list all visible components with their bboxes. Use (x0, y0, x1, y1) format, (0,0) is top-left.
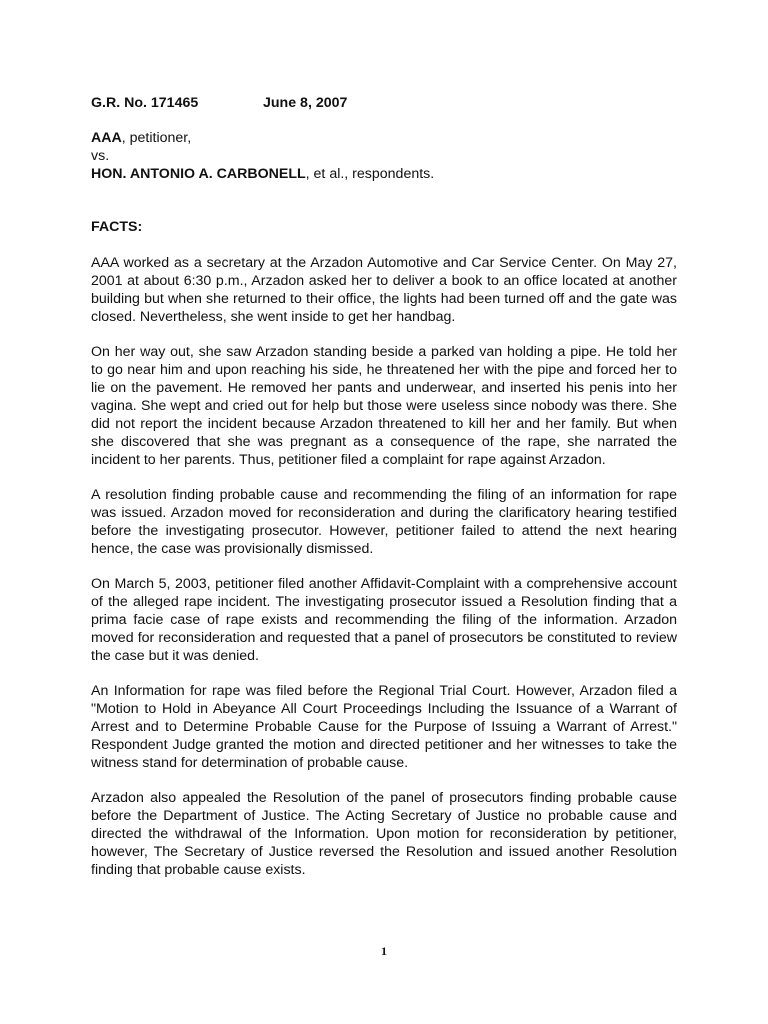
paragraph: An Information for rape was filed before the Regional Trial Court. However, Arzadon filed a "Motion to Hold in Abeyance All Court Proceedings Including the Issuance of a Warrant of Arrest and to Determine Probable Cause for the Purpose of Issuing a Warrant of Arrest." Respondent Judge granted the motion and directed petitioner and her witnesses to take the witness stand for determination of probable cause. (91, 683, 677, 771)
paragraph: Arzadon also appealed the Resolution of the panel of prosecutors finding probable cause before the Department of Justice. The Acting Secretary of Justice no probable cause and directed the withdrawal of the Information. Upon motion for reconsideration by petitioner, however, The Secretary of Justice reversed the Resolution and issued another Resolution finding that probable cause exists. (91, 790, 677, 878)
page-number: 1 (381, 944, 387, 958)
versus-line: vs. (91, 148, 110, 164)
petitioner-line (91, 129, 434, 147)
paragraph: AAA worked as a secretary at the Arzadon Automotive and Car Service Center. On May 27, 2001 at about 6:30 p.m., Arzadon asked her to deliver a book to an office located at another building but when she returned to their office, the lights had been turned off and the gate was closed. Nevertheless, she went inside to get her handbag. (91, 255, 677, 325)
case-number: G.R. No. 171465 (91, 95, 199, 111)
respondent-role: , et al., respondents. (305, 166, 435, 182)
paragraph: A resolution finding probable cause and recommending the filing of an information for rape was issued. Arzadon moved for reconsideration and during the clarificatory hearing testified before the investigating prosecutor. However, petitioner failed to attend the next hearing hence, the case was provisionally dismissed. (91, 487, 677, 557)
paragraph: On her way out, she saw Arzadon standing beside a parked van holding a pipe. He told her to go near him and upon reaching his side, he threatened her with the pipe and forced her to lie on the pavement. He removed her pants and underwear, and inserted his penis into her vagina. She wept and cried out for help but those were useless since nobody was there. She did not report the incident because Arzadon threatened to kill her and her family. But when she discovered that she was pregnant as a consequence of the rape, she narrated the incident to her parents. Thus, petitioner filed a complaint for rape against Arzadon. (91, 344, 677, 468)
case-date: June 8, 2007 (263, 95, 348, 111)
paragraph: On March 5, 2003, petitioner filed another Affidavit-Complaint with a comprehensive account of the alleged rape incident. The investigating prosecutor issued a Resolution finding that a prima facie case of rape exists and recommending the filing of the information. Arzadon moved for reconsideration and requested that a panel of prosecutors be constituted to review the case but it was denied. (91, 576, 677, 664)
case-parties (91, 129, 434, 183)
respondent-line (91, 165, 434, 183)
petitioner-role: , petitioner, (121, 130, 192, 146)
petitioner-name: AAA (91, 130, 122, 146)
facts-body (91, 254, 677, 896)
case-header (91, 95, 348, 111)
facts-heading: FACTS: (91, 219, 143, 235)
respondent-name: HON. ANTONIO A. CARBONELL (91, 166, 306, 182)
